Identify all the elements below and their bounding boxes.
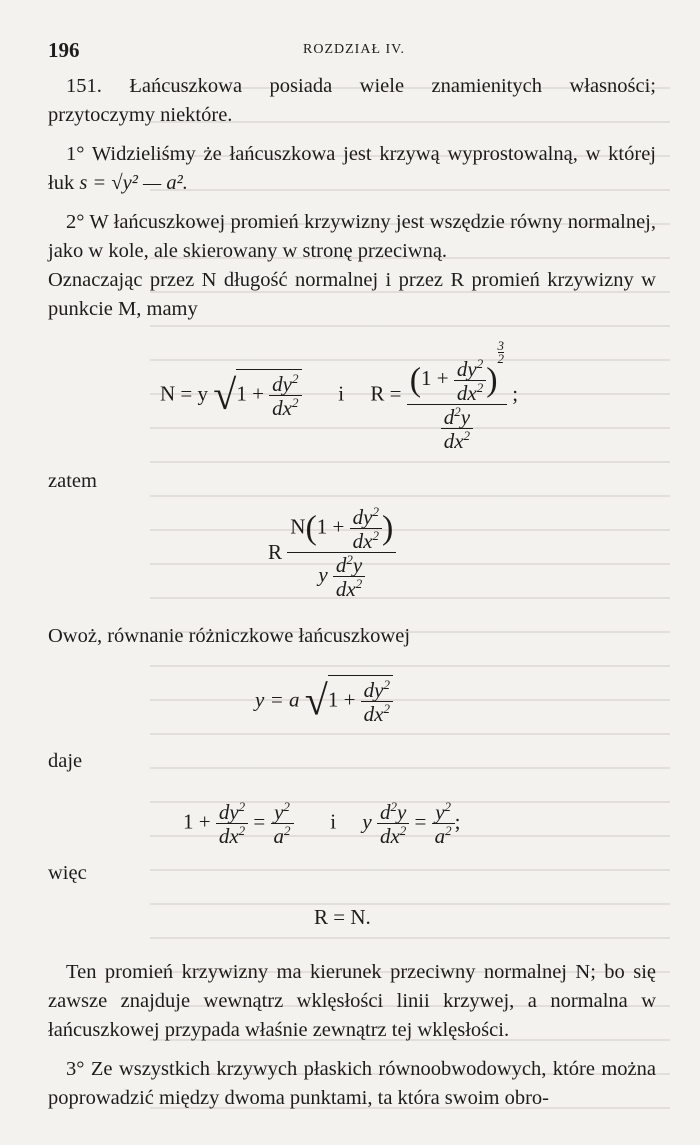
eq2-r-label: R [268, 540, 283, 565]
ratio-fraction: N(1 + $\frac{dy^2}{dx^2}$ ) y $\frac{d^2y}{dx^2}$ [287, 505, 396, 600]
arc-length-formula: s = √y² — a². [79, 172, 188, 194]
equation-derivatives: 1 + $\frac{dy^2}{dx^2}$ = $\frac{y^2}{a^2}$ i y $\frac{d^2y}{dx^2}$ = $\frac{y^2}{a^2}$ ; [183, 799, 461, 849]
eq2-y: y [318, 562, 328, 587]
paragraph-notation: Oznaczając przez N długość normalnej i przez R promień krzywizny w punkcie M, mamy [48, 269, 656, 320]
eq1-semicolon: ; [512, 381, 519, 406]
eq1-i-conjunction: i [338, 381, 345, 406]
page-number: 196 [48, 38, 80, 62]
paragraph-1-text: 1° Widzieliśmy że łańcuszkowa jest krzywą wyprostowalną, w której łuk [48, 143, 656, 194]
equation-ratio [268, 505, 396, 600]
eq1-n-label: N = y [160, 381, 209, 406]
eq4-i-conjunction: i [330, 809, 337, 834]
label-wiec: więc [48, 862, 87, 884]
paragraph-2: 2° W łańcuszkowej promień krzywizny jest wszędzie równy normalnej, jako w kole, ale skierowany w stronę przeciwną. [48, 211, 656, 262]
eq3-lhs: y = a [255, 687, 300, 712]
equation-result: R = N. [314, 905, 371, 929]
dy-dx-fraction: $\frac{dy^2}{dx^2}$ [269, 372, 301, 419]
eq2-n-label: N [290, 514, 306, 539]
paragraph-1 [48, 140, 656, 198]
exp-numerator: 3 [497, 338, 505, 353]
paragraph-3: 3° Ze wszystkich krzywych płaskich równoobwodowych, które można poprowadzić między dwoma punktami, ta która swoim obro- [48, 1058, 656, 1109]
radius-fraction: (1 + $\frac{dy^2}{dx^2}$ ) $\frac{3}{2}$ $\frac{d^2y}{dx^2}$ [407, 340, 507, 452]
eq4-y: y [362, 809, 372, 834]
equation-catenary: y = a √1 + $\frac{dy^2}{dx^2}$ [255, 675, 393, 726]
label-owoz: Owoż, równanie różniczkowe łańcuszkowej [48, 625, 411, 647]
paragraph-151: 151. Łańcuszkowa posiada wiele znamienitych własności; przytoczymy niektóre. [48, 75, 656, 126]
eq4-one-plus: 1 + [183, 809, 211, 834]
running-head: ROZDZIAŁ IV. [303, 42, 405, 57]
page-header [48, 38, 660, 64]
exp-denominator: 2 [497, 351, 505, 366]
sqrt-symbol: √ [213, 372, 237, 419]
label-zatem: zatem [48, 470, 97, 492]
eq1-r-label: R = [370, 381, 402, 406]
equation-normal-radius [160, 340, 518, 452]
paragraph-direction: Ten promień krzywizny ma kierunek przeciwny normalnej N; bo się zawsze znajduje wewnątrz wklęsłości linii krzywej, a normalna w łańcuszkowej przypada właśnie zewnątrz tej wklęsłości. [48, 961, 656, 1041]
label-daje: daje [48, 750, 83, 772]
eq1-radicand: 1 + $\frac{dy^2}{dx^2}$ [236, 369, 301, 419]
